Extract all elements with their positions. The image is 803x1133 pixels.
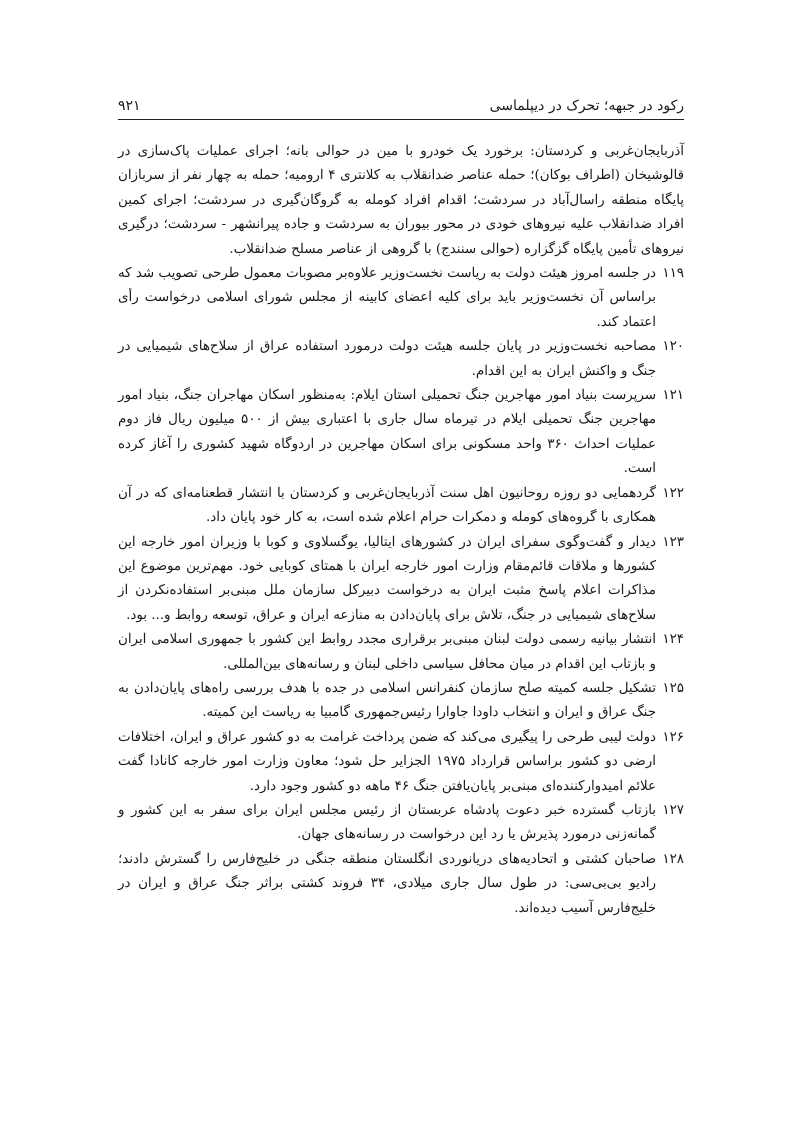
note-item xyxy=(118,335,684,384)
notes-list xyxy=(118,262,684,921)
note-item xyxy=(118,262,684,335)
note-item xyxy=(118,726,684,799)
running-title: رکود در جبهه؛ تحرک در دیپلماسی xyxy=(489,98,684,114)
note-item xyxy=(118,628,684,677)
note-number: ۱۲۶ xyxy=(662,729,684,745)
note-text: گردهمایی دو روزه روحانیون اهل سنت آذربایجان‌غربی و کردستان با انتشار قطعنامه‌ای که در آن همکاری با گروه‌های کومله و دمکرات حرام اعلام شده است، به کار خود پایان داد. xyxy=(118,485,656,526)
note-number: ۱۱۹ xyxy=(662,266,684,282)
note-text: مصاحبه نخست‌وزیر در پایان جلسه هیئت دولت درمورد استفاده عراق از سلاح‌های شیمیایی در جنگ و واکنش ایران به این اقدام. xyxy=(118,339,656,379)
page-body xyxy=(118,140,684,921)
note-number: ۱۲۳ xyxy=(662,534,684,550)
note-number: ۱۲۵ xyxy=(662,680,684,696)
note-text: دولت لیبی طرحی را پیگیری می‌کند که ضمن پرداخت غرامت به دو کشور عراق و ایران، اختلافات ارضی دو کشور براساس قرارداد ۱۹۷۵ الجزایر حل شود؛ معاون وزارت امور خارجه کانادا گفت علائم امیدوارکننده‌ای مبنی‌بر پایان‌یافتن جنگ ۴۶ ماهه دو کشور وجود دارد. xyxy=(118,729,656,794)
note-number: ۱۲۱ xyxy=(662,388,684,404)
note-number: ۱۲۴ xyxy=(662,632,684,648)
running-header xyxy=(118,88,684,114)
note-item xyxy=(118,531,684,629)
note-item xyxy=(118,482,684,531)
note-text: تشکیل جلسه کمیته صلح سازمان کنفرانس اسلامی در جده با هدف بررسی راه‌های پایان‌دادن به جنگ عراق و ایران و انتخاب داودا جاوارا رئیس‌جمهوری گامبیا به ریاست این کمیته. xyxy=(118,680,656,721)
note-text: بازتاب گسترده خبر دعوت پادشاه عربستان از رئیس مجلس ایران برای سفر به این کشور و گمانه‌زنی درمورد پذیرش یا رد این درخواست در رسانه‌های جهان. xyxy=(118,802,656,843)
note-item xyxy=(118,848,684,921)
note-text: در جلسه امروز هیئت دولت به ریاست نخست‌وزیر علاوه‌بر مصوبات معمول طرحی تصویب شد که براساس آن نخست‌وزیر باید برای کلیه اعضای کابینه از مجلس شورای اسلامی درخواست رأی اعتماد کند. xyxy=(118,266,656,330)
note-text: دیدار و گفت‌وگوی سفرای ایران در کشورهای ایتالیا، یوگسلاوی و کوبا با وزیران امور خارجه این کشورها و ملاقات قائم‌مقام وزارت امور خارجه ایران با همتای کوبایی خود. مهم‌ترین موضوع این مذاکرات اعلام پاسخ مثبت ایران به درخواست دبیرکل سازمان ملل مبنی‌بر استفاده‌نکردن از سلاح‌های شیمیایی در جنگ، تلاش برای پایان‌دادن به منازعه ایران و عراق، توسعه روابط و... بود. xyxy=(118,534,656,623)
page-number: ۹۲۱ xyxy=(118,98,141,114)
note-item xyxy=(118,799,684,848)
note-item xyxy=(118,384,684,482)
note-number: ۱۲۲ xyxy=(662,485,684,501)
note-number: ۱۲۸ xyxy=(662,851,684,867)
note-text: صاحبان کشتی و اتحادیه‌های دریانوردی انگلستان منطقه جنگی در خلیج‌فارس را گسترش دادند؛ رادیو بی‌بی‌سی: در طول سال جاری میلادی، ۳۴ فروند کشتی براثر جنگ عراق و ایران در خلیج‌فارس آسیب دیده‌اند. xyxy=(118,851,656,916)
intro-paragraph: آذربایجان‌غربی و کردستان: برخورد یک خودرو با مین در حوالی بانه؛ اجرای عملیات پاک‌سازی در قالوشیخان (اطراف بوکان)؛ حمله عناصر ضدانقلاب به کلانتری ۴ ارومیه؛ حمله به چهار نفر از سربازان پایگاه منطقه راسال‌آباد در سردشت؛ اقدام افراد کومله به گروگان‌گیری در سردشت؛ اجرای کمین افراد ضدانقلاب علیه نیروهای خودی در محور بیوران به سردشت و جاده پیرانشهر - سردشت؛ درگیری نیروهای تأمین پایگاه گزگزاره (حوالی سنندج) با گروهی از عناصر مسلح ضدانقلاب. xyxy=(118,144,684,257)
header-rule xyxy=(118,119,684,120)
note-item xyxy=(118,677,684,726)
note-number: ۱۲۰ xyxy=(662,339,684,355)
note-number: ۱۲۷ xyxy=(662,802,684,818)
note-text: سرپرست بنیاد امور مهاجرین جنگ تحمیلی استان ایلام: به‌منظور اسکان مهاجران جنگ، بنیاد امور مهاجرین جنگ تحمیلی ایلام در تیرماه سال جاری با اعتباری بیش از ۵۰۰ میلیون ریال فاز دوم عملیات احداث ۳۶۰ واحد مسکونی برای اسکان مهاجرین در اردوگاه شهید کشوری را آغاز کرده است. xyxy=(118,388,656,477)
note-text: انتشار بیانیه رسمی دولت لبنان مبنی‌بر برقراری مجدد روابط این کشور با جمهوری اسلامی ایران و بازتاب این اقدام در میان محافل سیاسی داخلی لبنان و رسانه‌های بین‌المللی. xyxy=(118,632,656,672)
